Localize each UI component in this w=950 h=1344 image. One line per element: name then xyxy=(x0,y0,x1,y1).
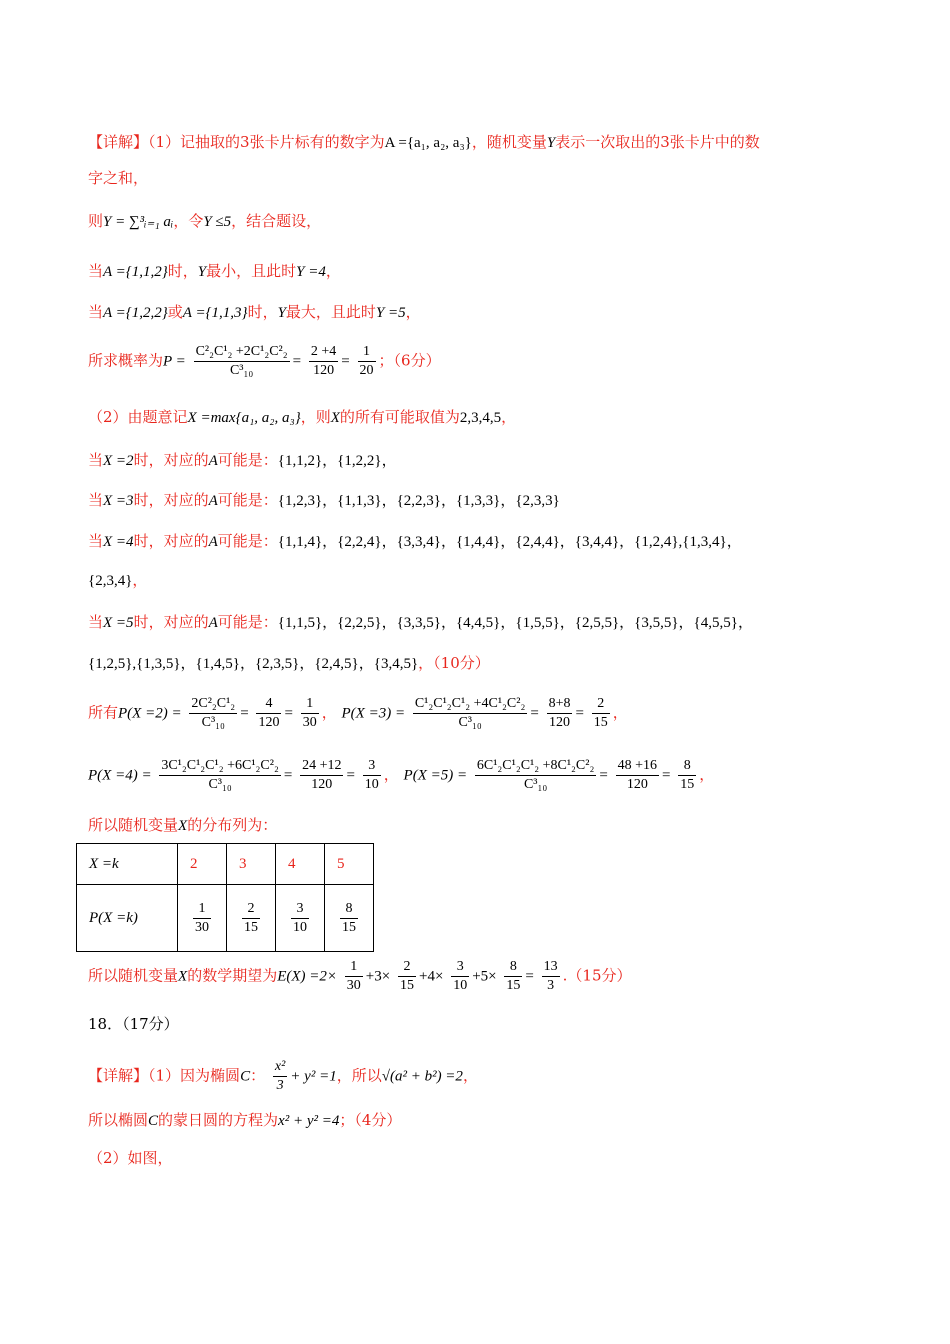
fraction: $\frac{\text{C¹₂C¹₂C¹₂ +4C¹₂C²₂}}{\text{C³₁₀}}$ xyxy=(414,696,526,730)
fraction: $\frac{\text{6C¹₂C¹₂C¹₂ +8C¹₂C²₂}}{\text{C³₁₀}}$ xyxy=(476,758,595,792)
score: ；（6分） xyxy=(378,351,441,370)
score: ，（10分） xyxy=(418,654,490,672)
fraction: $\frac{1}{20}$ xyxy=(359,344,374,378)
fraction: $\frac{13}{3}$ xyxy=(543,959,558,993)
table-prob-label: P(X =k) xyxy=(77,885,178,952)
fraction: $\frac{4}{120}$ xyxy=(258,696,280,730)
set-formula: A ={a₁, a₂, a₃} xyxy=(384,135,472,151)
fraction: $\frac{1}{30}$ xyxy=(346,959,361,993)
fraction: $\frac{\text{x²}}{3}$ xyxy=(274,1059,286,1093)
line-16: 所以随机变量X的分布列为： xyxy=(88,816,278,834)
question-18-heading: 18．（17分） xyxy=(88,1015,179,1033)
table-cell: 3 xyxy=(227,844,276,885)
fraction: $\frac{3}{10}$ xyxy=(453,959,468,993)
fraction: $\frac{2 +4}{120}$ xyxy=(310,344,337,378)
table-cell: 4 xyxy=(276,844,325,885)
line-17-expectation: 所以随机变量X的数学期望为E(X) =2× $\frac{1}{30}$ +3× $\frac{2}{15}$ +4× $\frac{3}{10}$ +5× $\frac{8}{15}$ = $\frac{13}{3}$ .（15分） xyxy=(88,959,632,993)
table-header-label: X =k xyxy=(77,844,178,885)
fraction: $\frac{8}{15}$ xyxy=(506,959,521,993)
score: .（15分） xyxy=(562,966,632,985)
fraction: $\frac{\text{C²₂C¹₂ +2C¹₂C²₂}}{\text{C³₁₀}}$ xyxy=(195,344,288,378)
line-8: 当X =2时，对应的A可能是：{1,1,2}，{1,2,2}， xyxy=(88,451,397,469)
line-7: （2）由题意记X =max{a₁, a₂, a₃}，则X的所有可能取值为2,3,4,5， xyxy=(88,408,517,426)
fraction: $\frac{48 +16}{120}$ xyxy=(617,758,658,792)
line-14-probabilities: 所有P(X =2) = $\frac{\text{2C²₂C¹₂}}{\text{C³₁₀}}$ = $\frac{4}{120}$ = $\frac{1}{30}$ ， P(X =3) = $\frac{\text{C¹₂C¹₂C¹₂ +4C¹₂C²₂}}{\text{C³₁₀}}$ = $\frac{8+8}{120}$ = $\frac{2}{15}$ ， xyxy=(88,696,628,730)
line-6-probability: 所求概率为P = $\frac{\text{C²₂C¹₂ +2C¹₂C²₂}}{\text{C³₁₀}}$ = $\frac{2 +4}{120}$ = $\frac{1}{20}$ ；（6分） xyxy=(88,344,441,378)
line-9: 当X =3时，对应的A可能是：{1,2,3}，{1,1,3}，{2,2,3}，{1,3,3}，{2,3,3} xyxy=(88,491,560,509)
fraction: $\frac{\text{2C²₂C¹₂}}{\text{C³₁₀}}$ xyxy=(191,696,236,730)
fraction: $\frac{2}{15}$ xyxy=(400,959,414,993)
fraction: $\frac{3}{10}$ xyxy=(293,900,307,935)
table-cell: 5 xyxy=(325,844,374,885)
table-cell xyxy=(178,885,227,952)
line-5: 当A ={1,2,2}或A ={1,1,3}时，Y最大，且此时Y =5， xyxy=(88,303,421,321)
fraction: $\frac{8}{15}$ xyxy=(342,900,356,935)
fraction: $\frac{2}{15}$ xyxy=(593,696,608,730)
line-19: 【详解】（1）因为椭圆C： $\frac{\text{x²}}{3}$ + y² =1，所以√(a² + b²) =2， xyxy=(88,1059,478,1093)
line-detail-1: 【详解】（1）记抽取的3张卡片标有的数字为A ={a₁, a₂, a₃}，随机变量Y表示一次取出的3张卡片中的数 xyxy=(88,133,760,151)
fraction: $\frac{8+8}{120}$ xyxy=(548,696,571,730)
table-cell xyxy=(276,885,325,952)
line-4: 当A ={1,1,2}时，Y最小，且此时Y =4， xyxy=(88,262,341,280)
line-15-probabilities: P(X =4) = $\frac{\text{3C¹₂C¹₂C¹₂ +6C¹₂C²₂}}{\text{C³₁₀}}$ = $\frac{24 +12}{120}$ = $\frac{3}{10}$ ， P(X =5) = $\frac{\text{6C¹₂C¹₂C¹₂ +8C¹₂C²₂}}{\text{C³₁₀}}$ = $\frac{48 +16}{120}$ = $\frac{8}{15}$ ， xyxy=(88,758,715,792)
fraction: $\frac{8}{15}$ xyxy=(680,758,695,792)
fraction: $\frac{24 +12}{120}$ xyxy=(302,758,342,792)
line-2: 字之和， xyxy=(88,169,149,187)
sum-formula: Y = ∑³ᵢ₌₁ aᵢ xyxy=(103,214,174,230)
table-row xyxy=(77,844,374,885)
fraction: $\frac{2}{15}$ xyxy=(244,900,258,935)
table-row xyxy=(77,885,374,952)
table-cell xyxy=(227,885,276,952)
line-3: 则Y = ∑³ᵢ₌₁ aᵢ，令Y ≤5，结合题设， xyxy=(88,212,322,230)
detail-label: 【详解】 xyxy=(88,133,149,151)
line-20: 所以椭圆C的蒙日圆的方程为x² + y² =4；（4分） xyxy=(88,1111,402,1129)
score: ；（4分） xyxy=(339,1111,402,1129)
distribution-table xyxy=(76,843,374,952)
fraction: $\frac{3}{10}$ xyxy=(364,758,379,792)
fraction: $\frac{1}{30}$ xyxy=(195,900,209,935)
line-21: （2）如图， xyxy=(88,1149,173,1167)
table-cell: 2 xyxy=(178,844,227,885)
fraction: $\frac{1}{30}$ xyxy=(302,696,317,730)
line-11: {2,3,4}， xyxy=(88,571,148,589)
line-13: {1,2,5},{1,3,5}，{1,4,5}，{2,3,5}，{2,4,5}，{3,4,5}，（10分） xyxy=(88,654,490,672)
fraction: $\frac{\text{3C¹₂C¹₂C¹₂ +6C¹₂C²₂}}{\text{C³₁₀}}$ xyxy=(161,758,279,792)
detail-label: 【详解】 xyxy=(88,1066,149,1085)
line-12: 当X =5时，对应的A可能是：{1,1,5}，{2,2,5}，{3,3,5}，{4,4,5}，{1,5,5}，{2,5,5}，{3,5,5}，{4,5,5}， xyxy=(88,613,753,631)
line-10: 当X =4时，对应的A可能是：{1,1,4}，{2,2,4}，{3,3,4}，{1,4,4}，{2,4,4}，{3,4,4}，{1,2,4},{1,3,4}， xyxy=(88,532,742,550)
table-cell xyxy=(325,885,374,952)
